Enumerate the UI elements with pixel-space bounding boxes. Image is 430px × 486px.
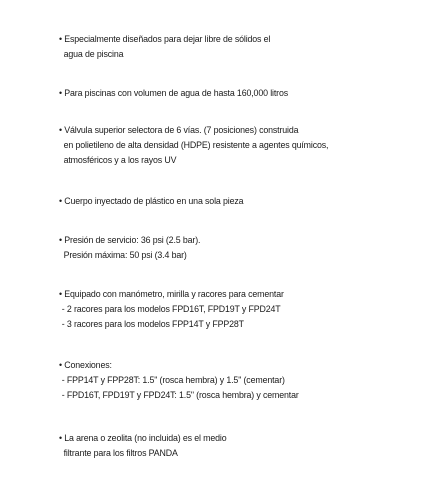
spec-line: • Presión de servicio: 36 psi (2.5 bar). — [59, 235, 201, 246]
spec-line: - 3 racores para los modelos FPP14T y FPP28T — [61, 319, 244, 330]
spec-line: en polietileno de alta densidad (HDPE) resistente a agentes químicos, — [63, 140, 329, 151]
spec-line: filtrante para los filtros PANDA — [63, 448, 178, 459]
spec-line: - FPD16T, FPD19T y FPD24T: 1.5" (rosca hembra) y cementar — [61, 390, 299, 401]
spec-line: • Especialmente diseñados para dejar libre de sólidos el — [59, 34, 271, 45]
spec-line: - FPP14T y FPP28T: 1.5" (rosca hembra) y 1.5" (cementar) — [61, 375, 285, 386]
spec-line: Presión máxima: 50 psi (3.4 bar) — [63, 250, 187, 261]
spec-line: • Conexiones: — [59, 360, 112, 371]
spec-line: agua de piscina — [63, 49, 124, 60]
spec-line: • Válvula superior selectora de 6 vías. (7 posiciones) construida — [59, 125, 299, 136]
spec-item-body — [59, 194, 395, 209]
spec-item-filter-media — [59, 431, 395, 461]
spec-item-pressure — [59, 233, 395, 263]
spec-line: • Cuerpo inyectado de plástico en una sola pieza — [59, 196, 244, 207]
spec-line: atmosféricos y a los rayos UV — [63, 155, 177, 166]
spec-line: • La arena o zeolita (no incluida) es el medio — [59, 433, 227, 444]
spec-item-pool-volume — [59, 86, 395, 101]
spec-item-equipment — [59, 287, 395, 332]
spec-line: - 2 racores para los modelos FPD16T, FPD19T y FPD24T — [61, 304, 281, 315]
spec-item-connections — [59, 358, 395, 403]
spec-line: • Equipado con manómetro, mirilla y racores para cementar — [59, 289, 284, 300]
spec-line: • Para piscinas con volumen de agua de hasta 160,000 litros — [59, 88, 289, 99]
spec-item-valve — [59, 123, 395, 168]
spec-item-purpose — [59, 32, 395, 62]
